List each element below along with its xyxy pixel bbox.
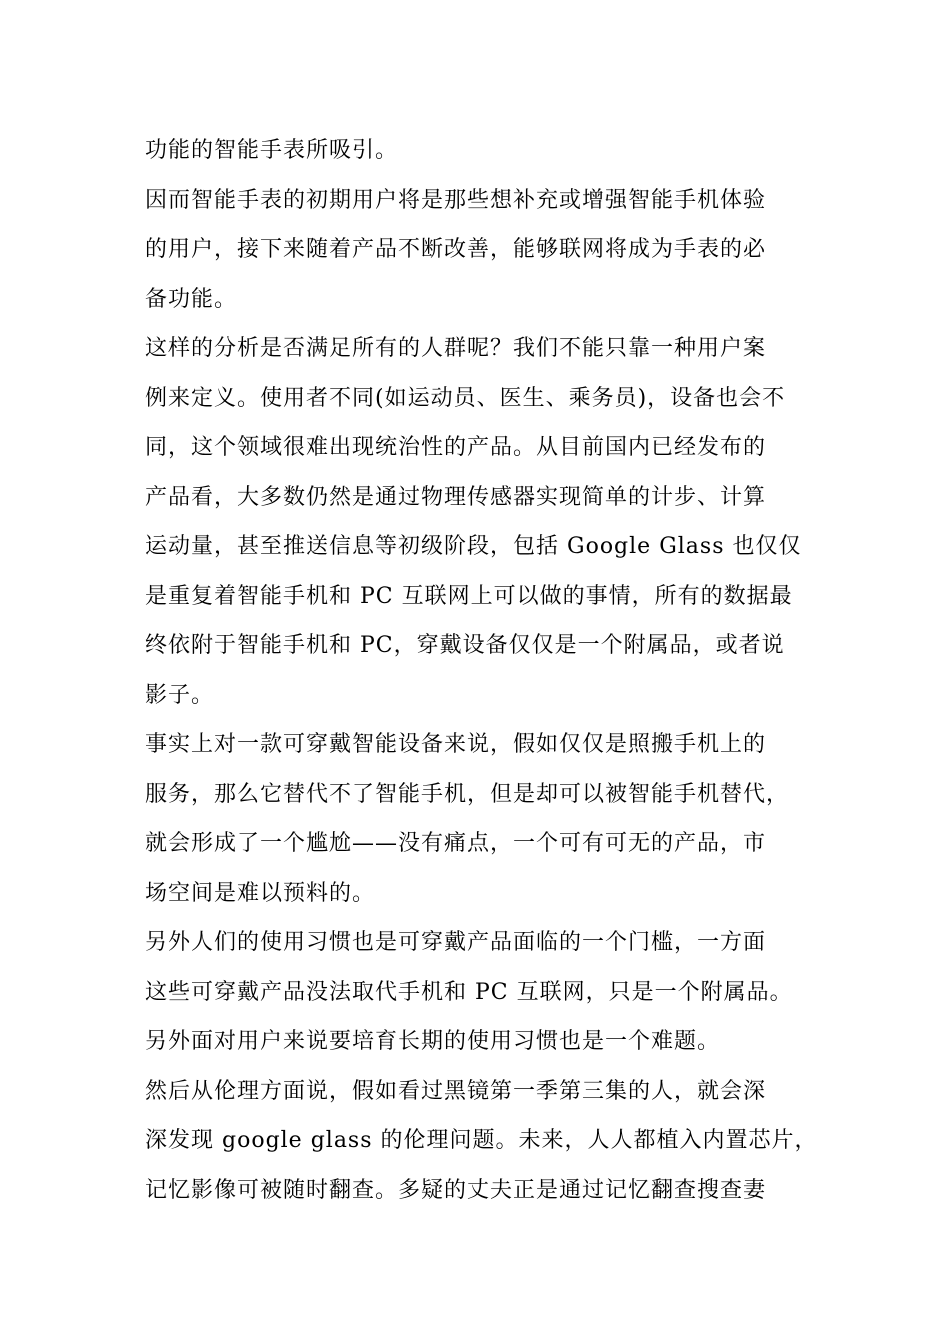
text-line: 是重复着智能手机和 PC 互联网上可以做的事情，所有的数据最 — [145, 583, 793, 609]
text-line: 备功能。 — [145, 286, 238, 312]
text-line: 事实上对一款可穿戴智能设备来说，假如仅仅是照搬手机上的 — [145, 732, 767, 757]
text-line: 另外人们的使用习惯也是可穿戴产品面临的一个门槛，一方面 — [145, 930, 767, 955]
text-line: 终依附于智能手机和 PC，穿戴设备仅仅是一个附属品，或者说 — [145, 633, 785, 658]
text-line: 的用户，接下来随着产品不断改善，能够联网将成为手表的必 — [145, 237, 767, 262]
text-line: 影子。 — [145, 682, 215, 708]
text-line: 记忆影像可被随时翻查。多疑的丈夫正是通过记忆翻查搜查妻 — [145, 1177, 767, 1203]
text-line: 深发现 google glass 的伦理问题。未来，人人都植入内置芯片， — [145, 1128, 818, 1153]
text-line: 服务，那么它替代不了智能手机，但是却可以被智能手机替代， — [145, 781, 790, 807]
document-body — [145, 126, 825, 1215]
text-line: 功能的智能手表所吸引。 — [145, 138, 399, 163]
text-line: 另外面对用户来说要培育长期的使用习惯也是一个难题。 — [145, 1029, 721, 1054]
text-line: 因而智能手表的初期用户将是那些想补充或增强智能手机体验 — [145, 187, 767, 213]
text-line: 这些可穿戴产品没法取代手机和 PC 互联网，只是一个附属品。 — [145, 979, 793, 1005]
text-line: 就会形成了一个尴尬——没有痛点，一个可有可无的产品，市 — [145, 831, 767, 856]
text-line: 场空间是难以预料的。 — [145, 880, 376, 906]
text-line: 例来定义。使用者不同(如运动员、医生、乘务员)，设备也会不 — [145, 385, 786, 411]
text-line: 运动量，甚至推送信息等初级阶段，包括 Google Glass 也仅仅 — [145, 534, 802, 559]
text-line: 这样的分析是否满足所有的人群呢？我们不能只靠一种用户案 — [145, 336, 767, 361]
text-line: 然后从伦理方面说，假如看过黑镜第一季第三集的人，就会深 — [145, 1078, 767, 1104]
text-line: 同，这个领域很难出现统治性的产品。从目前国内已经发布的 — [145, 435, 767, 460]
text-line: 产品看，大多数仍然是通过物理传感器实现简单的计步、计算 — [145, 484, 767, 510]
